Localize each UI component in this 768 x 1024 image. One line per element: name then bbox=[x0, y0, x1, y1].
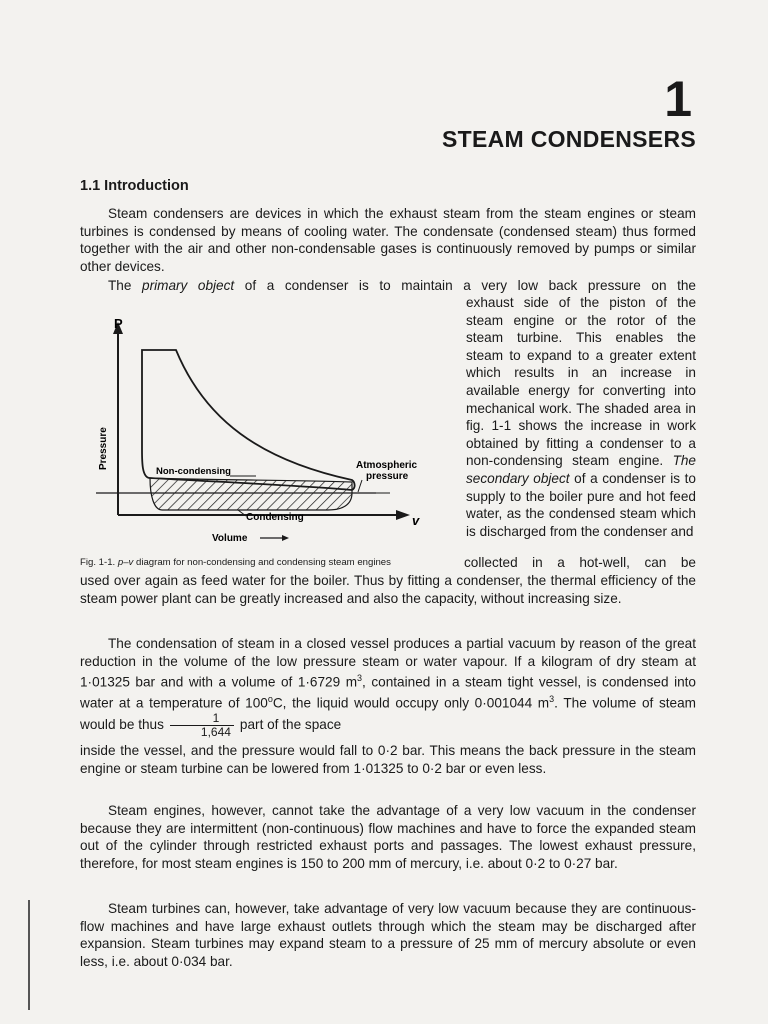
volume-arrow-head bbox=[282, 535, 289, 541]
caption-prefix: Fig. 1-1. bbox=[80, 557, 118, 568]
non-condensing-label: Non-condensing bbox=[156, 466, 231, 477]
paragraph-steam-turbines: Steam turbines can, however, take advantage of very low vacuum because they are continuous-flow machines and have large exhaust outlets through which the steam may be discharged after expansion. Steam turbines may expand steam to a pressure of 25 mm of mercury absolute or even less, i.e. about 0·034 bar. bbox=[80, 901, 696, 969]
atmospheric-leader bbox=[358, 480, 362, 492]
text-run: of a condenser is to maintain a very low back pressure on the bbox=[234, 278, 696, 293]
paragraph-steam-engines: Steam engines, however, cannot take the advantage of a very low vacuum in the condenser because they are intermittent (non-continuous) flow machines and have to force the expanded steam out of the cylinder through restricted exhaust ports and passages. The lowest exhaust pressure, therefore, for most steam engines is 150 to 200 mm of mercury, i.e. about 0·2 to 0·27 bar. bbox=[80, 803, 696, 871]
fraction bbox=[170, 712, 234, 739]
text-run: . The volume of steam would be thus bbox=[80, 695, 696, 733]
pressure-note-label: pressure bbox=[366, 471, 409, 482]
atmospheric-label: Atmospheric bbox=[356, 460, 418, 471]
text-emphasis: primary object bbox=[142, 278, 235, 293]
condensing-label: Condensing bbox=[246, 512, 304, 523]
paragraph-objects-column bbox=[466, 294, 696, 540]
pv-diagram bbox=[80, 310, 460, 550]
paragraph-objects-rest: used over again as feed water for the boiler. Thus by fitting a condenser, the thermal efficiency of the steam power plant can be greatly increased and also the capacity, without increasing size. bbox=[80, 573, 696, 606]
paragraph-condensation bbox=[80, 635, 696, 739]
text-run: C, the liquid would occupy only 0·001044 m bbox=[272, 695, 550, 711]
fraction-numerator: 1 bbox=[170, 712, 234, 726]
volume-label: Volume bbox=[212, 533, 248, 544]
text-run: part of the space bbox=[239, 717, 342, 733]
paragraph-intro: Steam condensers are devices in which the exhaust steam from the steam engines or steam turbines is condensed by means of cooling water. The condensate (condensed steam) thus formed together with the air and other non-condensable gases is continuously removed by pumps or similar other devices. bbox=[80, 206, 696, 274]
text-run: The condensation of steam in a closed vessel produces a partial vacuum by reason of the great reduction in the volume of the low pressure steam or water vapour. If a kilogram of dry steam at 1·01325 bar and with a volume of 1·6729 m bbox=[80, 636, 696, 690]
volume-axis-arrow bbox=[396, 510, 410, 520]
text-run: exhaust side of the piston of the steam engine or the rotor of the steam turbine. This enables the steam to expand to a greater extent which results in an increase in available energy for converting into mechanical work. The shaded area in fig. 1-1 shows the increase in work obtained by fitting a condenser to a non-condensing steam engine. bbox=[466, 295, 696, 469]
text-emphasis: The secondary object bbox=[466, 453, 696, 486]
v-axis-label: v bbox=[412, 513, 420, 528]
chapter-title: STEAM CONDENSERS bbox=[442, 126, 696, 152]
text-run: The bbox=[108, 278, 143, 293]
superscript: 3 bbox=[549, 694, 555, 705]
caption-text: diagram for non-condensing and condensing steam engines bbox=[133, 557, 391, 568]
paragraph-objects-line: collected in a hot-well, can be bbox=[464, 555, 696, 570]
figure-caption bbox=[80, 557, 391, 568]
text-run: of a condenser is to supply to the boiler pure and hot feed water, as the condensed steam which is discharged from the condenser and bbox=[466, 470, 696, 539]
pressure-label: Pressure bbox=[98, 427, 109, 470]
p-axis-label: P bbox=[114, 316, 123, 331]
margin-rule bbox=[28, 900, 30, 1010]
superscript: 3 bbox=[357, 673, 363, 684]
paragraph-objects-first-line bbox=[108, 277, 696, 295]
section-heading: 1.1 Introduction bbox=[80, 178, 189, 194]
superscript: o bbox=[267, 694, 273, 705]
fraction-denominator: 1,644 bbox=[200, 725, 231, 740]
chapter-number: 1 bbox=[664, 71, 692, 127]
caption-emphasis: p–v bbox=[117, 557, 134, 568]
text-run: , contained in a steam tight vessel, is condensed into water at a temperature of 100 bbox=[80, 674, 696, 711]
paragraph-condensation-cont: inside the vessel, and the pressure would fall to 0·2 bar. This means the back pressure in the steam engine or steam turbine can be lowered from 1·01325 to 0·2 bar or even less. bbox=[80, 743, 696, 776]
